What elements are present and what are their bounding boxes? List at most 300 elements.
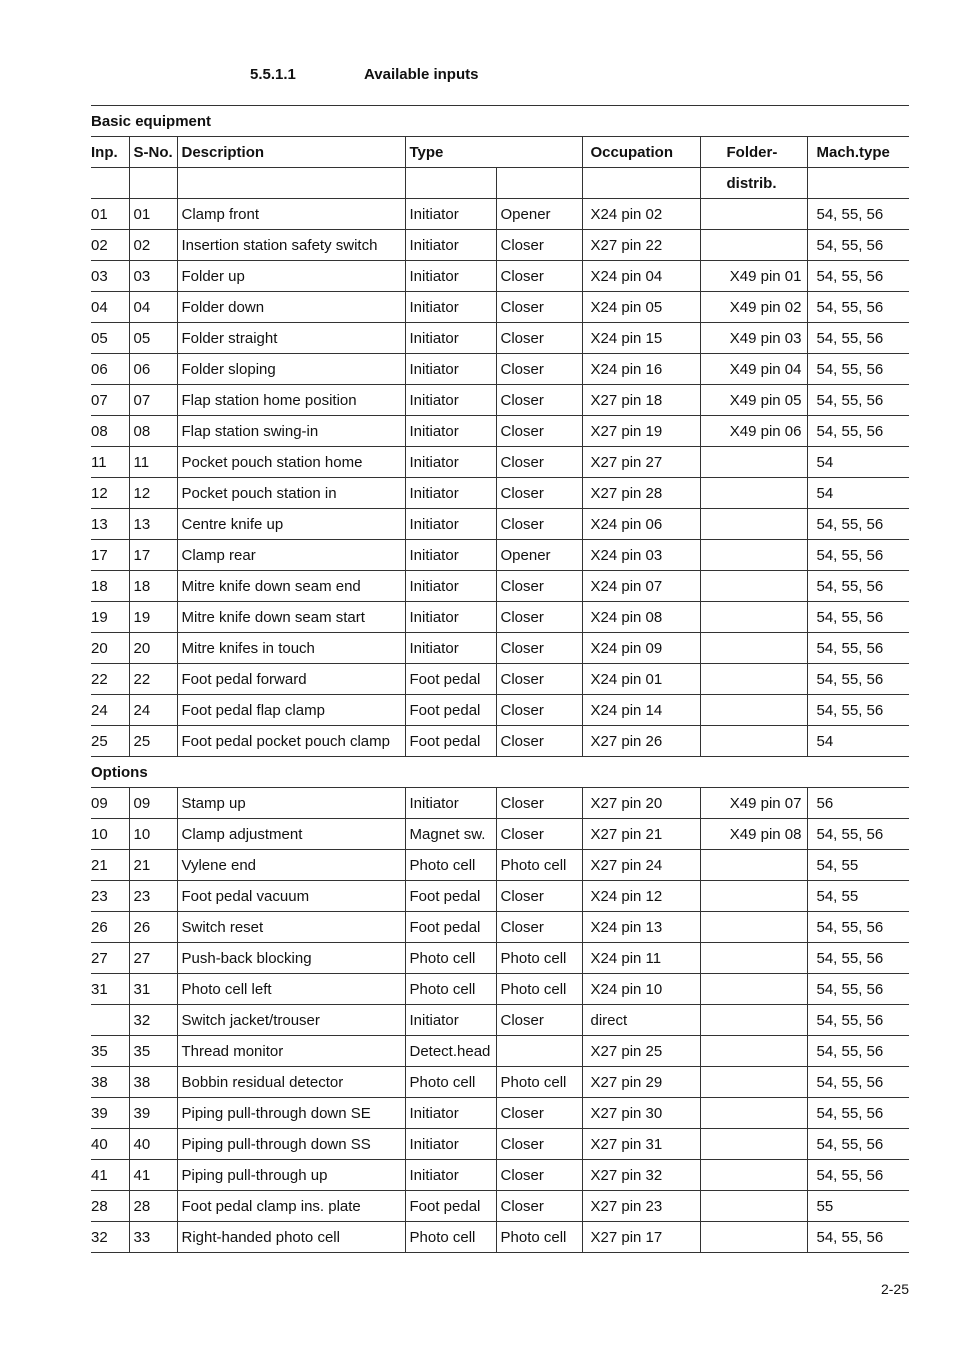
cell-mach: 54, 55, 56 xyxy=(807,974,909,1005)
cell-occupation: X24 pin 04 xyxy=(582,261,700,292)
cell-type: Initiator xyxy=(405,571,496,602)
cell-inp: 25 xyxy=(91,726,129,757)
cell-description: Mitre knife down seam start xyxy=(177,602,405,633)
cell-sno: 24 xyxy=(129,695,177,726)
cell-folder: X49 pin 07 xyxy=(700,788,807,819)
cell-sno: 41 xyxy=(129,1160,177,1191)
cell-occupation: X27 pin 22 xyxy=(582,230,700,261)
cell-inp: 41 xyxy=(91,1160,129,1191)
table-row xyxy=(91,602,909,633)
cell-description: Push-back blocking xyxy=(177,943,405,974)
table-row xyxy=(91,881,909,912)
cell-contact: Photo cell xyxy=(496,850,582,881)
cell-type: Initiator xyxy=(405,633,496,664)
cell-inp: 02 xyxy=(91,230,129,261)
cell-folder xyxy=(700,1067,807,1098)
cell-folder: X49 pin 08 xyxy=(700,819,807,850)
cell-contact: Closer xyxy=(496,230,582,261)
cell-description: Mitre knife down seam end xyxy=(177,571,405,602)
cell-sno: 10 xyxy=(129,819,177,850)
table-row xyxy=(91,1191,909,1222)
cell-type: Initiator xyxy=(405,1098,496,1129)
cell-contact: Closer xyxy=(496,664,582,695)
cell-type: Initiator xyxy=(405,230,496,261)
cell-mach: 54, 55, 56 xyxy=(807,261,909,292)
table-row xyxy=(91,974,909,1005)
table-row xyxy=(91,230,909,261)
cell-contact: Closer xyxy=(496,726,582,757)
table-row xyxy=(91,354,909,385)
cell-inp: 22 xyxy=(91,664,129,695)
cell-mach: 54, 55, 56 xyxy=(807,819,909,850)
header-row-2 xyxy=(91,168,909,199)
cell-sno: 40 xyxy=(129,1129,177,1160)
cell-description: Insertion station safety switch xyxy=(177,230,405,261)
cell-mach: 54, 55, 56 xyxy=(807,1222,909,1253)
cell-type: Initiator xyxy=(405,1160,496,1191)
cell-contact: Closer xyxy=(496,323,582,354)
cell-mach: 55 xyxy=(807,1191,909,1222)
cell-mach: 54 xyxy=(807,726,909,757)
cell-inp: 23 xyxy=(91,881,129,912)
cell-description: Pocket pouch station in xyxy=(177,478,405,509)
cell-inp: 21 xyxy=(91,850,129,881)
cell-sno: 01 xyxy=(129,199,177,230)
cell-occupation: X27 pin 17 xyxy=(582,1222,700,1253)
cell-inp: 39 xyxy=(91,1098,129,1129)
cell-inp: 20 xyxy=(91,633,129,664)
cell-sno: 26 xyxy=(129,912,177,943)
cell-description: Vylene end xyxy=(177,850,405,881)
cell-folder xyxy=(700,1160,807,1191)
cell-sno: 25 xyxy=(129,726,177,757)
cell-folder: X49 pin 01 xyxy=(700,261,807,292)
cell-folder xyxy=(700,881,807,912)
cell-folder xyxy=(700,478,807,509)
cell-description: Piping pull-through down SS xyxy=(177,1129,405,1160)
cell-folder xyxy=(700,1222,807,1253)
cell-folder: X49 pin 03 xyxy=(700,323,807,354)
cell-type: Photo cell xyxy=(405,850,496,881)
cell-contact: Closer xyxy=(496,695,582,726)
cell-sno: 28 xyxy=(129,1191,177,1222)
table-row xyxy=(91,633,909,664)
cell-folder xyxy=(700,571,807,602)
cell-contact: Closer xyxy=(496,912,582,943)
cell-occupation: X24 pin 13 xyxy=(582,912,700,943)
cell-sno: 03 xyxy=(129,261,177,292)
cell-occupation: X24 pin 12 xyxy=(582,881,700,912)
cell-type: Magnet sw. xyxy=(405,819,496,850)
cell-inp: 18 xyxy=(91,571,129,602)
cell-description: Photo cell left xyxy=(177,974,405,1005)
table-row xyxy=(91,323,909,354)
cell-description: Foot pedal forward xyxy=(177,664,405,695)
cell-description: Pocket pouch station home xyxy=(177,447,405,478)
cell-description: Centre knife up xyxy=(177,509,405,540)
cell-inp: 12 xyxy=(91,478,129,509)
section-heading xyxy=(250,66,478,83)
cell-contact: Closer xyxy=(496,819,582,850)
cell-mach: 54, 55, 56 xyxy=(807,354,909,385)
table-row xyxy=(91,540,909,571)
cell-occupation: X27 pin 24 xyxy=(582,850,700,881)
cell-mach: 54, 55, 56 xyxy=(807,571,909,602)
table-row xyxy=(91,447,909,478)
table-row xyxy=(91,695,909,726)
cell-description: Foot pedal clamp ins. plate xyxy=(177,1191,405,1222)
cell-sno: 17 xyxy=(129,540,177,571)
cell-sno: 20 xyxy=(129,633,177,664)
cell-sno: 04 xyxy=(129,292,177,323)
cell-contact: Photo cell xyxy=(496,1067,582,1098)
table-row xyxy=(91,478,909,509)
cell-occupation: X27 pin 28 xyxy=(582,478,700,509)
cell-type: Photo cell xyxy=(405,974,496,1005)
cell-folder xyxy=(700,1191,807,1222)
cell-folder xyxy=(700,509,807,540)
section-number: 5.5.1.1 xyxy=(250,66,296,83)
cell-sno: 38 xyxy=(129,1067,177,1098)
cell-sno: 06 xyxy=(129,354,177,385)
cell-mach: 54, 55, 56 xyxy=(807,664,909,695)
cell-folder xyxy=(700,447,807,478)
cell-inp: 04 xyxy=(91,292,129,323)
cell-sno: 09 xyxy=(129,788,177,819)
header-row xyxy=(91,137,909,168)
cell-sno: 21 xyxy=(129,850,177,881)
cell-type: Initiator xyxy=(405,323,496,354)
cell-folder xyxy=(700,943,807,974)
cell-occupation: X27 pin 32 xyxy=(582,1160,700,1191)
cell-description: Bobbin residual detector xyxy=(177,1067,405,1098)
cell-contact: Photo cell xyxy=(496,943,582,974)
cell-sno: 32 xyxy=(129,1005,177,1036)
cell-occupation: X27 pin 30 xyxy=(582,1098,700,1129)
cell-inp: 19 xyxy=(91,602,129,633)
cell-inp: 13 xyxy=(91,509,129,540)
cell-sno: 39 xyxy=(129,1098,177,1129)
table-row xyxy=(91,912,909,943)
cell-type: Initiator xyxy=(405,1005,496,1036)
table-row xyxy=(91,850,909,881)
inputs-table xyxy=(91,106,909,1253)
table-row xyxy=(91,385,909,416)
cell-contact: Photo cell xyxy=(496,1222,582,1253)
cell-type: Foot pedal xyxy=(405,695,496,726)
cell-contact: Closer xyxy=(496,633,582,664)
cell-sno: 19 xyxy=(129,602,177,633)
cell-occupation: X27 pin 19 xyxy=(582,416,700,447)
cell-folder xyxy=(700,726,807,757)
cell-description: Foot pedal pocket pouch clamp xyxy=(177,726,405,757)
cell-description: Clamp adjustment xyxy=(177,819,405,850)
cell-mach: 54, 55, 56 xyxy=(807,1160,909,1191)
cell-contact: Closer xyxy=(496,788,582,819)
table-row xyxy=(91,292,909,323)
cell-occupation: X27 pin 20 xyxy=(582,788,700,819)
cell-occupation: X24 pin 15 xyxy=(582,323,700,354)
section-row-basic xyxy=(91,106,909,137)
table-row xyxy=(91,261,909,292)
cell-type: Initiator xyxy=(405,261,496,292)
cell-occupation: X24 pin 02 xyxy=(582,199,700,230)
cell-description: Switch jacket/trouser xyxy=(177,1005,405,1036)
cell-type: Initiator xyxy=(405,292,496,323)
cell-sno: 23 xyxy=(129,881,177,912)
table-row xyxy=(91,509,909,540)
cell-occupation: X24 pin 06 xyxy=(582,509,700,540)
table-row xyxy=(91,819,909,850)
cell-inp: 01 xyxy=(91,199,129,230)
cell-contact: Closer xyxy=(496,416,582,447)
cell-folder xyxy=(700,664,807,695)
cell-inp: 40 xyxy=(91,1129,129,1160)
cell-description: Folder sloping xyxy=(177,354,405,385)
cell-mach: 54, 55, 56 xyxy=(807,1036,909,1067)
cell-folder xyxy=(700,1005,807,1036)
cell-inp: 08 xyxy=(91,416,129,447)
cell-description: Piping pull-through up xyxy=(177,1160,405,1191)
cell-type: Initiator xyxy=(405,478,496,509)
header-type: Type xyxy=(405,137,582,168)
section-label-options: Options xyxy=(91,757,909,788)
header-occupation: Occupation xyxy=(582,137,700,168)
cell-inp: 05 xyxy=(91,323,129,354)
cell-mach: 54, 55, 56 xyxy=(807,1098,909,1129)
cell-inp: 38 xyxy=(91,1067,129,1098)
cell-sno: 18 xyxy=(129,571,177,602)
cell-inp: 06 xyxy=(91,354,129,385)
cell-mach: 54, 55, 56 xyxy=(807,292,909,323)
cell-inp: 17 xyxy=(91,540,129,571)
cell-occupation: X27 pin 21 xyxy=(582,819,700,850)
cell-sno: 08 xyxy=(129,416,177,447)
cell-occupation: X24 pin 07 xyxy=(582,571,700,602)
cell-description: Folder straight xyxy=(177,323,405,354)
cell-occupation: X24 pin 01 xyxy=(582,664,700,695)
cell-mach: 54 xyxy=(807,478,909,509)
cell-contact: Closer xyxy=(496,292,582,323)
cell-mach: 54, 55, 56 xyxy=(807,323,909,354)
table-body xyxy=(91,106,909,1253)
cell-folder xyxy=(700,695,807,726)
cell-folder: X49 pin 06 xyxy=(700,416,807,447)
cell-occupation: X24 pin 08 xyxy=(582,602,700,633)
cell-occupation: X27 pin 26 xyxy=(582,726,700,757)
cell-description: Right-handed photo cell xyxy=(177,1222,405,1253)
table-row xyxy=(91,1005,909,1036)
cell-type: Foot pedal xyxy=(405,726,496,757)
table-row xyxy=(91,1067,909,1098)
table-row xyxy=(91,943,909,974)
cell-type: Initiator xyxy=(405,1129,496,1160)
cell-type: Initiator xyxy=(405,385,496,416)
cell-folder xyxy=(700,602,807,633)
cell-sno: 22 xyxy=(129,664,177,695)
cell-inp: 03 xyxy=(91,261,129,292)
cell-mach: 54, 55, 56 xyxy=(807,1005,909,1036)
cell-contact: Closer xyxy=(496,881,582,912)
section-label-basic: Basic equipment xyxy=(91,106,909,137)
cell-mach: 54, 55, 56 xyxy=(807,416,909,447)
cell-type: Initiator xyxy=(405,788,496,819)
cell-folder: X49 pin 04 xyxy=(700,354,807,385)
cell-type: Photo cell xyxy=(405,1067,496,1098)
cell-mach: 54, 55, 56 xyxy=(807,912,909,943)
cell-folder xyxy=(700,1098,807,1129)
cell-mach: 54, 55, 56 xyxy=(807,1129,909,1160)
cell-description: Folder up xyxy=(177,261,405,292)
cell-inp: 26 xyxy=(91,912,129,943)
cell-folder xyxy=(700,540,807,571)
cell-type: Initiator xyxy=(405,540,496,571)
cell-mach: 54, 55, 56 xyxy=(807,230,909,261)
cell-inp: 35 xyxy=(91,1036,129,1067)
cell-occupation: X24 pin 11 xyxy=(582,943,700,974)
cell-contact: Opener xyxy=(496,540,582,571)
cell-contact: Closer xyxy=(496,261,582,292)
cell-mach: 54, 55 xyxy=(807,850,909,881)
cell-occupation: X27 pin 31 xyxy=(582,1129,700,1160)
cell-mach: 54, 55, 56 xyxy=(807,540,909,571)
cell-type: Foot pedal xyxy=(405,912,496,943)
cell-sno: 33 xyxy=(129,1222,177,1253)
cell-sno: 11 xyxy=(129,447,177,478)
cell-folder xyxy=(700,974,807,1005)
cell-mach: 54 xyxy=(807,447,909,478)
cell-inp: 07 xyxy=(91,385,129,416)
section-row-options xyxy=(91,757,909,788)
cell-mach: 54, 55 xyxy=(807,881,909,912)
cell-type: Photo cell xyxy=(405,1222,496,1253)
cell-folder: X49 pin 05 xyxy=(700,385,807,416)
cell-type: Detect.head xyxy=(405,1036,496,1067)
cell-description: Clamp front xyxy=(177,199,405,230)
cell-inp: 24 xyxy=(91,695,129,726)
header-sno: S-No. xyxy=(129,137,177,168)
cell-contact: Closer xyxy=(496,354,582,385)
cell-inp: 10 xyxy=(91,819,129,850)
cell-description: Folder down xyxy=(177,292,405,323)
cell-occupation: X24 pin 09 xyxy=(582,633,700,664)
cell-sno: 35 xyxy=(129,1036,177,1067)
cell-occupation: X27 pin 27 xyxy=(582,447,700,478)
table-row xyxy=(91,1160,909,1191)
cell-sno: 02 xyxy=(129,230,177,261)
cell-contact: Closer xyxy=(496,1191,582,1222)
cell-sno: 27 xyxy=(129,943,177,974)
cell-description: Flap station swing-in xyxy=(177,416,405,447)
cell-type: Initiator xyxy=(405,509,496,540)
cell-contact: Closer xyxy=(496,1005,582,1036)
table-row xyxy=(91,664,909,695)
cell-type: Photo cell xyxy=(405,943,496,974)
cell-mach: 54, 55, 56 xyxy=(807,509,909,540)
cell-inp: 09 xyxy=(91,788,129,819)
cell-occupation: X27 pin 18 xyxy=(582,385,700,416)
cell-type: Initiator xyxy=(405,416,496,447)
section-title: Available inputs xyxy=(364,66,479,83)
cell-description: Thread monitor xyxy=(177,1036,405,1067)
cell-folder xyxy=(700,230,807,261)
cell-description: Foot pedal vacuum xyxy=(177,881,405,912)
cell-description: Flap station home position xyxy=(177,385,405,416)
cell-folder xyxy=(700,633,807,664)
header-description: Description xyxy=(177,137,405,168)
cell-occupation: X24 pin 10 xyxy=(582,974,700,1005)
cell-mach: 54, 55, 56 xyxy=(807,1067,909,1098)
table-row xyxy=(91,788,909,819)
cell-type: Initiator xyxy=(405,199,496,230)
header-folder: Folder- xyxy=(700,137,807,168)
cell-occupation: X24 pin 03 xyxy=(582,540,700,571)
header-folder-2: distrib. xyxy=(700,168,807,199)
cell-description: Stamp up xyxy=(177,788,405,819)
cell-occupation: X24 pin 16 xyxy=(582,354,700,385)
cell-sno: 12 xyxy=(129,478,177,509)
cell-sno: 31 xyxy=(129,974,177,1005)
cell-inp: 27 xyxy=(91,943,129,974)
cell-type: Initiator xyxy=(405,447,496,478)
page-number: 2-25 xyxy=(880,1281,909,1297)
cell-mach: 54, 55, 56 xyxy=(807,602,909,633)
cell-contact xyxy=(496,1036,582,1067)
cell-contact: Opener xyxy=(496,199,582,230)
table-row xyxy=(91,199,909,230)
table-row xyxy=(91,726,909,757)
table-row xyxy=(91,1098,909,1129)
cell-type: Foot pedal xyxy=(405,881,496,912)
cell-type: Foot pedal xyxy=(405,664,496,695)
cell-folder xyxy=(700,199,807,230)
cell-sno: 05 xyxy=(129,323,177,354)
cell-inp: 28 xyxy=(91,1191,129,1222)
cell-contact: Closer xyxy=(496,1098,582,1129)
table-row xyxy=(91,1129,909,1160)
cell-description: Piping pull-through down SE xyxy=(177,1098,405,1129)
cell-contact: Closer xyxy=(496,1129,582,1160)
cell-mach: 54, 55, 56 xyxy=(807,385,909,416)
cell-contact: Closer xyxy=(496,509,582,540)
cell-inp xyxy=(91,1005,129,1036)
cell-occupation: direct xyxy=(582,1005,700,1036)
cell-occupation: X27 pin 29 xyxy=(582,1067,700,1098)
cell-contact: Closer xyxy=(496,385,582,416)
cell-description: Mitre knifes in touch xyxy=(177,633,405,664)
cell-inp: 32 xyxy=(91,1222,129,1253)
cell-description: Switch reset xyxy=(177,912,405,943)
cell-contact: Closer xyxy=(496,1160,582,1191)
header-inp: Inp. xyxy=(91,137,129,168)
cell-contact: Closer xyxy=(496,602,582,633)
cell-description: Clamp rear xyxy=(177,540,405,571)
cell-contact: Closer xyxy=(496,478,582,509)
cell-occupation: X27 pin 25 xyxy=(582,1036,700,1067)
header-mach: Mach.type xyxy=(807,137,909,168)
cell-occupation: X24 pin 14 xyxy=(582,695,700,726)
table-row xyxy=(91,1036,909,1067)
cell-contact: Photo cell xyxy=(496,974,582,1005)
cell-type: Initiator xyxy=(405,354,496,385)
cell-inp: 31 xyxy=(91,974,129,1005)
cell-mach: 54, 55, 56 xyxy=(807,943,909,974)
table-row xyxy=(91,1222,909,1253)
cell-type: Initiator xyxy=(405,602,496,633)
cell-description: Foot pedal flap clamp xyxy=(177,695,405,726)
cell-type: Foot pedal xyxy=(405,1191,496,1222)
cell-inp: 11 xyxy=(91,447,129,478)
